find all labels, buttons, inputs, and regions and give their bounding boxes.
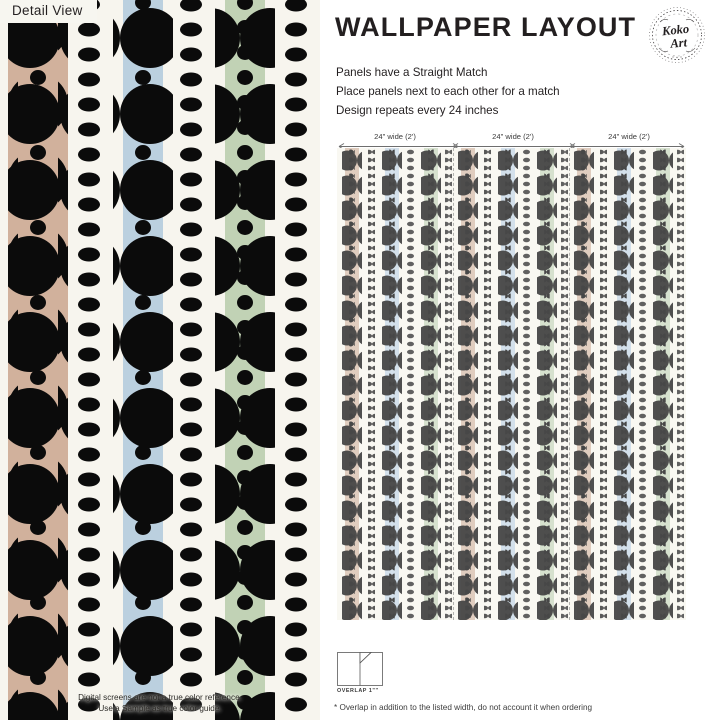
color-disclaimer-line-1: Digital screens are not a true color reference. [78, 692, 242, 702]
description-line-1: Panels have a Straight Match [336, 66, 488, 79]
detail-view-label: Detail View [0, 0, 97, 23]
wallpaper-layout-preview [337, 148, 686, 620]
detail-pattern-artwork [0, 0, 320, 720]
svg-text:Art: Art [669, 35, 688, 51]
panel-width-label-2: 24" wide (2') [492, 132, 534, 141]
overlap-caption: OVERLAP 1"" [337, 688, 379, 694]
panel-divider-1 [453, 148, 454, 620]
koko-art-logo [646, 4, 708, 66]
svg-text:Koko: Koko [661, 21, 690, 39]
page-title: WALLPAPER LAYOUT [335, 12, 637, 42]
layout-description [336, 64, 560, 120]
panel-width-label-1: 24" wide (2') [374, 132, 416, 141]
description-line-2: Place panels next to each other for a match [336, 84, 560, 98]
description-line-3: Design repeats every 24 inches [336, 103, 499, 117]
wallpaper-layout-panel [320, 0, 720, 720]
overlap-footnote: * Overlap in addition to the listed width, do not account it when ordering [334, 703, 593, 712]
color-disclaimer [0, 692, 320, 714]
overlap-diagram-icon [337, 652, 383, 686]
detail-view-panel [0, 0, 320, 720]
layout-pattern-artwork [337, 148, 686, 620]
panel-divider-2 [569, 148, 570, 620]
color-disclaimer-line-2: Use a Sample as true color guide. [98, 703, 222, 713]
panel-width-label-3: 24" wide (2') [608, 132, 650, 141]
